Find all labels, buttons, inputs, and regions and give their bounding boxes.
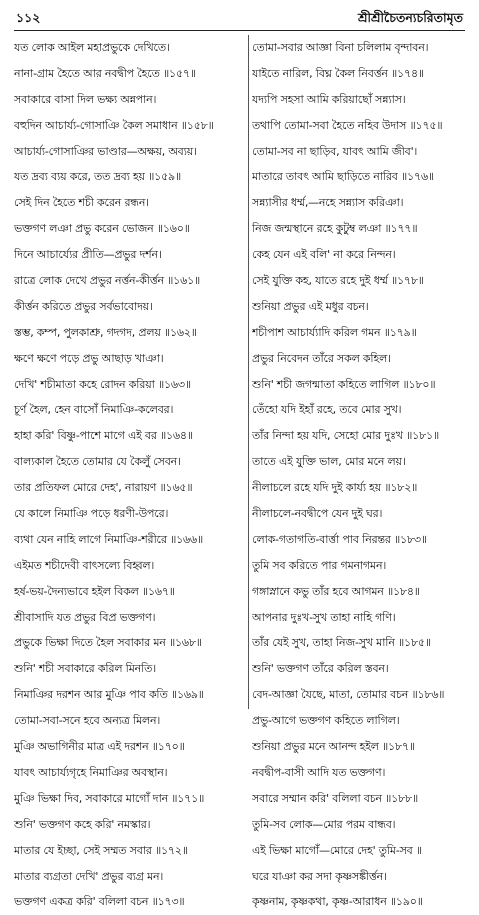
verse-line: বাল্যকাল হৈতে তোমার যে কৈলুঁ সেবন। [14,455,181,469]
verse-line: প্রভুকে ভিক্ষা দিতে হৈল সবাকার মন ॥১৬৮॥ [14,636,202,650]
verse-line: এইমত শচীদেবী বাৎসল্যে বিহ্বল। [14,558,155,572]
verse-line: কেহ যেন এই বলি' না করে নিন্দন। [252,248,396,262]
verse-line: বেদ-আজ্ঞা যৈছে, মাতা, তোমার বচন ॥১৮৬॥ [252,688,445,702]
verse-line: রাত্রে লোক দেখে প্রভুর নর্ত্তন-কীর্ত্তন ॥১৬১॥ [14,274,201,288]
verse-line: শুনি' শচী জগন্মাতা কহিতে লাগিল ॥১৮০॥ [252,377,436,391]
verse-line: শুনি' ভক্তগণ কহে করি' নমস্কার। [14,817,151,831]
verse-line: যাবৎ আচার্য্যগৃহে নিমাঞির অবস্থান। [14,765,168,779]
verse-line: এই ভিক্ষা মাগোঁ—মোরে দেহ' তুমি-সব ॥ [252,843,422,857]
verse-line: কৃষ্ণনাম, কৃষ্ণকথা, কৃষ্ণ-আরাধন ॥১৯০॥ [252,895,423,909]
verse-line: যে কালে নিমাঞি পড়ে ধরণী-উপরে। [14,507,169,521]
verse-line: তোমা-সব না ছাড়িব, যাবৎ আমি জীব'। [252,144,418,158]
verse-line: তেঁহো যদি ইহাঁ রহে, তবে মোর সুখ। [252,403,402,417]
page-header [14,4,465,31]
page-number: ১১২ [16,10,41,25]
verse-line: তার প্রতিফল মোরে দেহ', নারায়ণ ॥১৬৫॥ [14,481,193,495]
verse-line: শুনিয়া প্রভুর মনে আনন্দ হইল ॥১৮৭॥ [252,740,415,754]
verse-line: দেখি' শচীমাতা কহে রোদন করিয়া ॥১৬৩॥ [14,377,191,391]
left-column [14,35,244,915]
verse-line: তোমা-সবার আজ্ঞা বিনা চলিলাম বৃন্দাবন। [252,41,429,54]
running-title: শ্রীশ্রীচৈতন্যচরিতামৃত [358,10,463,25]
verse-line: আচার্য্য-গোসাঞির ভাণ্ডার—অক্ষয়, অব্যয়। [14,144,197,158]
verse-line: নীলাচলে রহে যদি দুই কার্য্য হয় ॥১৮২॥ [252,481,418,495]
verse-line: তুমি সব করিতে পার গমনাগমন। [252,558,387,572]
verse-line: ক্ষণে ক্ষণে পড়ে প্রভু আছাড় খাঞা। [14,351,164,365]
verse-line: যত লোক আইল মহাপ্রভুকে দেখিতে। [14,41,170,54]
verse-line: সবাকারে বাসা দিল ভক্ষ্য অন্নপান। [14,92,157,106]
verse-line: ব্যথা যেন নাহি লাগে নিমাঞি-শরীরে ॥১৬৬॥ [14,532,203,546]
verse-line: নানা-গ্রাম হৈতে আর নবদ্বীপ হৈতে ॥১৫৭॥ [14,66,196,80]
verse-line: তুমি-সব লোক—মোর পরম বান্ধব। [252,817,396,831]
verse-line: যাইতে নারিল, বিঘ্ন কৈল নিবর্ত্তন ॥১৭৪॥ [252,66,424,80]
verse-line: তাঁর যেই সুখ, তাহা নিজ-সুখ মানি ॥১৮৫॥ [252,636,431,650]
verse-line: প্রভুর নিবেদন তাঁরে সকল কহিল। [252,351,391,365]
verse-line: ঘরে যাঞা কর সদা কৃষ্ণসঙ্কীর্ত্তন। [252,869,387,883]
verse-line: সেই যুক্তি কহ, যাতে রহে দুই ধর্ম্ম ॥১৭৮॥ [252,274,424,288]
verse-line: ভক্তগণ একত্র করি' বলিলা বচন ॥১৭৩॥ [14,895,185,909]
verse-line: নবদ্বীপ-বাসী আদি যত ভক্তগণ। [252,765,386,779]
verse-line: তাতে এই যুক্তি ভাল, মোর মনে লয়। [252,455,406,469]
verse-line: যদ্যপি সহসা আমি করিয়াছোঁ সন্ন্যাস। [252,92,406,106]
column-divider [248,35,249,709]
verse-line: প্রভু-আগে ভক্তগণ কহিতে লাগিল। [252,714,400,728]
verse-line: সেই দিন হৈতে শচী করেন রন্ধন। [14,196,149,210]
verse-line: তাঁর নিন্দা হয় যদি, সেহো মোর দুঃখ ॥১৮১॥ [252,429,439,443]
verse-line: স্তম্ভ, কম্প, পুলকাশ্রু, গদগদ, প্রলয় ॥১৬২॥ [14,325,197,339]
verse-line: নিজ জন্মস্থানে রহে কুটুম্ব লঞা ॥১৭৭॥ [252,222,418,236]
verse-line: তোমা-সবা-সনে হবে অন্যত্র মিলন। [14,714,161,728]
text-columns [14,35,465,909]
verse-line: বহুদিন আচার্য্য-গোসাঞি কৈল সমাধান ॥১৫৮॥ [14,118,214,132]
verse-line: শচীপাশ আচার্য্যাদি করিল গমন ॥১৭৯॥ [252,325,417,339]
verse-line: নিমাঞির দরশন আর মুঞি পাব কতি ॥১৬৯॥ [14,688,204,702]
right-column [252,35,479,915]
verse-line: ভক্তগণ লঞা প্রভু করেন ভোজন ॥১৬০॥ [14,222,190,236]
verse-line: আপনার দুঃখ-সুখ তাহা নাহি গণি। [252,610,396,624]
verse-line: হর্ষ-ভয়-দৈন্যভাবে হইল বিকল ॥১৬৭॥ [14,584,175,598]
verse-line: শ্রীবাসাদি যত প্রভুর বিপ্র ভক্তগণ। [14,610,156,624]
verse-line: শুনিয়া প্রভুর এই মধুর বচন। [252,299,369,313]
verse-line: মাতার ব্যগ্রতা দেখি' প্রভুর ব্যগ্র মন। [14,869,164,883]
verse-line: নীলাচলে-নবদ্বীপে যেন দুই ঘর। [252,507,383,521]
verse-line: যত দ্রব্য ব্যয় করে, তত দ্রব্য হয় ॥১৫৯॥ [14,170,181,184]
verse-line: শুনি' শচী সবাকারে করিল মিনতি। [14,662,156,676]
verse-line: মুঞি ভিক্ষা দিব, সবাকারে মাগোঁ দান ॥১৭১॥ [14,791,205,805]
verse-line: চূর্ণ হৈল, হেন বাসোঁ নিমাঞি-কলেবর। [14,403,174,417]
verse-line: হাহা করি' বিষ্ণু-পাশে মাগে এই বর ॥১৬৪॥ [14,429,193,443]
verse-line: লোক-গতাগতি-বার্ত্তা পাব নিরন্তর ॥১৮৩॥ [252,532,427,546]
verse-line: শুনি' ভক্তগণ তাঁরে করিল স্তবন। [252,662,389,676]
verse-line: মাতারে তাবৎ আমি ছাড়িতে নারিব ॥১৭৬॥ [252,170,434,184]
verse-line: কীর্ত্তন করিতে প্রভুর সর্বভাবোদয়। [14,299,153,313]
verse-line: তথাপি তোমা-সবা হৈতে নহিব উদাস ॥১৭৫॥ [252,118,443,132]
verse-line: সবারে সম্মান করি' বলিলা বচন ॥১৮৮॥ [252,791,418,805]
verse-line: সন্ন্যাসীর ধর্ম্ম,—নহে সন্ন্যাস করিঞা। [252,196,404,210]
verse-line: গঙ্গাস্নানে কভু তাঁর হবে আগমন ॥১৮৪॥ [252,584,420,598]
verse-line: মাতার যে ইচ্ছা, সেই সম্মত সবার ॥১৭২॥ [14,843,188,857]
verse-line: দিনে আচার্য্যের প্রীতি—প্রভুর দর্শন। [14,248,162,262]
verse-line: মুঞি অভাগিনীর মাত্র এই দরশন ॥১৭০॥ [14,740,185,754]
